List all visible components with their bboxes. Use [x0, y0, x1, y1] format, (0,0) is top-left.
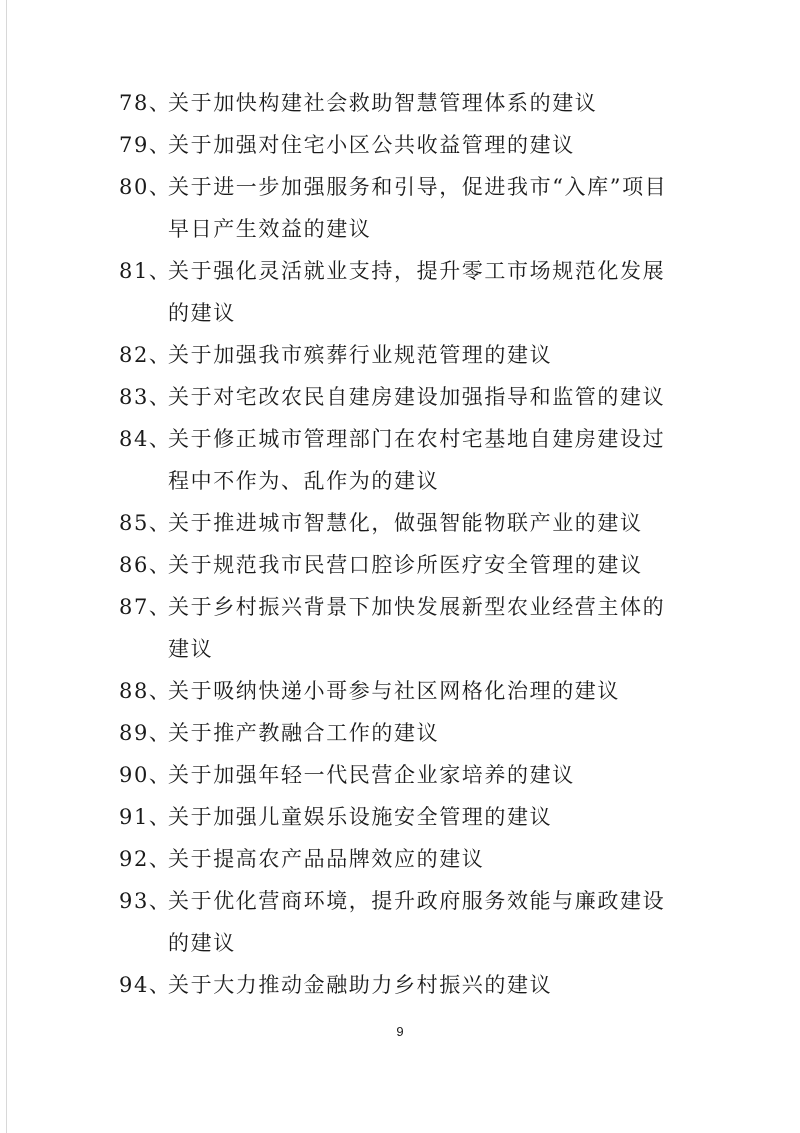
- item-number: 90、: [119, 763, 172, 787]
- list-item: [119, 82, 679, 124]
- item-number: 80、: [119, 175, 172, 199]
- list-item: [119, 418, 679, 502]
- item-title: 关于强化灵活就业支持，提升零工市场规范化发展的建议: [168, 259, 666, 325]
- item-number: 89、: [119, 721, 172, 745]
- item-title: 关于加强年轻一代民营企业家培养的建议: [168, 763, 575, 787]
- list-item: [119, 586, 679, 670]
- item-title: 关于推产教融合工作的建议: [168, 721, 440, 745]
- list-item: [119, 250, 679, 334]
- item-number: 88、: [119, 679, 172, 703]
- item-number: 93、: [119, 889, 172, 913]
- item-title: 关于提高农产品品牌效应的建议: [168, 847, 485, 871]
- list-item: [119, 796, 679, 838]
- item-number: 94、: [119, 973, 172, 997]
- item-number: 87、: [119, 595, 172, 619]
- list-item: [119, 544, 679, 586]
- list-item: [119, 712, 679, 754]
- item-number: 79、: [119, 133, 172, 157]
- item-number: 82、: [119, 343, 172, 367]
- list-item: [119, 166, 679, 250]
- item-number: 86、: [119, 553, 172, 577]
- list-item: [119, 754, 679, 796]
- list-item: [119, 334, 679, 376]
- list-item: [119, 880, 679, 964]
- list-item: [119, 376, 679, 418]
- page-edge-line: [6, 0, 7, 1133]
- page-number: 9: [396, 1024, 404, 1039]
- item-title: 关于进一步加强服务和引导，促进我市“入库”项目早日产生效益的建议: [168, 175, 668, 241]
- item-number: 83、: [119, 385, 172, 409]
- item-title: 关于修正城市管理部门在农村宅基地自建房建设过程中不作为、乱作为的建议: [168, 427, 666, 493]
- list-item: [119, 670, 679, 712]
- list-item: [119, 124, 679, 166]
- item-number: 78、: [119, 91, 172, 115]
- item-number: 91、: [119, 805, 172, 829]
- item-title: 关于加强儿童娱乐设施安全管理的建议: [168, 805, 553, 829]
- item-title: 关于加快构建社会救助智慧管理体系的建议: [168, 91, 598, 115]
- item-title: 关于乡村振兴背景下加快发展新型农业经营主体的建议: [168, 595, 666, 661]
- item-title: 关于吸纳快递小哥参与社区网格化治理的建议: [168, 679, 620, 703]
- item-number: 92、: [119, 847, 172, 871]
- list-item: [119, 838, 679, 880]
- list-item: [119, 964, 679, 1006]
- item-number: 84、: [119, 427, 172, 451]
- item-title: 关于加强对住宅小区公共收益管理的建议: [168, 133, 575, 157]
- item-title: 关于大力推动金融助力乡村振兴的建议: [168, 973, 553, 997]
- item-number: 85、: [119, 511, 172, 535]
- item-number: 81、: [119, 259, 172, 283]
- proposal-list: [119, 82, 679, 1006]
- list-item: [119, 502, 679, 544]
- item-title: 关于规范我市民营口腔诊所医疗安全管理的建议: [168, 553, 643, 577]
- item-title: 关于加强我市殡葬行业规范管理的建议: [168, 343, 553, 367]
- item-title: 关于对宅改农民自建房建设加强指导和监管的建议: [168, 385, 666, 409]
- item-title: 关于推进城市智慧化，做强智能物联产业的建议: [168, 511, 643, 535]
- item-title: 关于优化营商环境，提升政府服务效能与廉政建设的建议: [168, 889, 666, 955]
